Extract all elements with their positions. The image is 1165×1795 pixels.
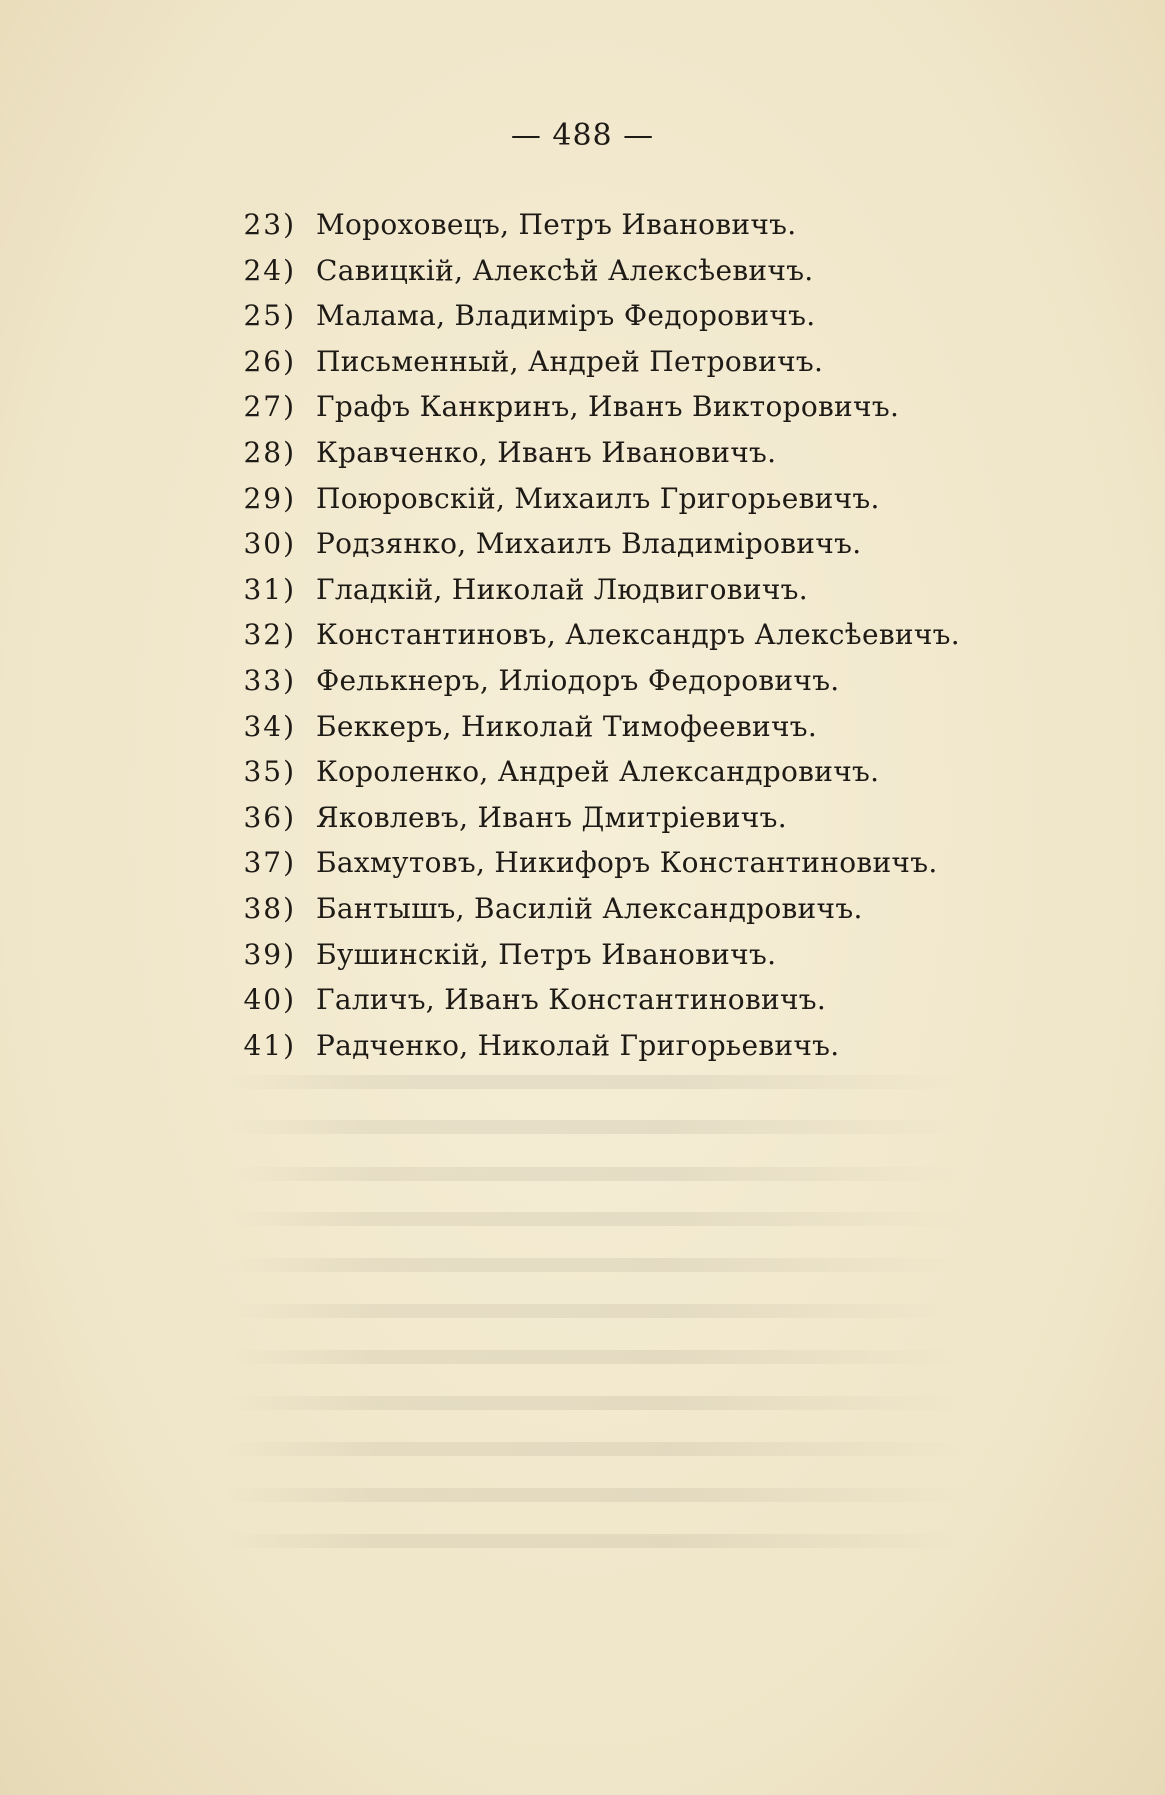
entry-name: Беккеръ, Николай Тимофеевичъ. bbox=[316, 709, 818, 743]
list-item bbox=[230, 840, 960, 886]
entry-number: 38) bbox=[243, 891, 296, 925]
list-item bbox=[230, 476, 960, 522]
entry-number: 26) bbox=[243, 344, 296, 378]
entry-number: 41) bbox=[243, 1028, 296, 1062]
entry-name: Савицкій, Алексѣй Алексѣевичъ. bbox=[316, 253, 814, 287]
entry-name: Письменный, Андрей Петровичъ. bbox=[316, 344, 824, 378]
entry-number: 37) bbox=[243, 846, 296, 880]
entry-number: 35) bbox=[243, 755, 296, 789]
entry-number: 28) bbox=[243, 435, 296, 469]
list-item bbox=[230, 248, 960, 294]
list-item bbox=[230, 704, 960, 750]
entry-name: Галичъ, Иванъ Константиновичъ. bbox=[316, 983, 827, 1017]
entry-name: Короленко, Андрей Александровичъ. bbox=[316, 755, 880, 789]
entry-number: 34) bbox=[243, 709, 296, 743]
list-item bbox=[230, 1023, 960, 1069]
list-item bbox=[230, 293, 960, 339]
entry-name: Мороховецъ, Петръ Ивановичъ. bbox=[316, 208, 797, 241]
entry-number: 39) bbox=[243, 937, 296, 971]
show-through-texture bbox=[225, 1534, 965, 1548]
list-item bbox=[230, 795, 960, 841]
entry-number: 30) bbox=[243, 527, 296, 561]
entry-number: 31) bbox=[243, 572, 296, 606]
list-item bbox=[230, 430, 960, 476]
list-item bbox=[230, 202, 960, 248]
show-through-texture bbox=[225, 1396, 965, 1410]
list-item bbox=[230, 977, 960, 1023]
entry-name: Фелькнеръ, Иліодоръ Федоровичъ. bbox=[316, 663, 840, 697]
entry-number: 29) bbox=[243, 481, 296, 515]
entry-number: 33) bbox=[243, 663, 296, 697]
list-item bbox=[230, 886, 960, 932]
show-through-texture bbox=[225, 1167, 965, 1181]
list-item bbox=[230, 567, 960, 613]
entry-name: Графъ Канкринъ, Иванъ Викторовичъ. bbox=[316, 390, 900, 424]
name-list bbox=[230, 202, 960, 1068]
entry-name: Бантышъ, Василій Александровичъ. bbox=[316, 891, 863, 925]
show-through-texture bbox=[225, 1350, 965, 1364]
list-item bbox=[230, 658, 960, 704]
list-item bbox=[230, 384, 960, 430]
entry-number: 27) bbox=[243, 390, 296, 424]
entry-number: 23) bbox=[243, 208, 296, 241]
entry-number: 25) bbox=[243, 299, 296, 333]
entry-name: Малама, Владиміръ Федоровичъ. bbox=[316, 299, 816, 333]
entry-name: Гладкій, Николай Людвиговичъ. bbox=[316, 572, 808, 606]
entry-number: 36) bbox=[243, 800, 296, 834]
entry-number: 24) bbox=[243, 253, 296, 287]
page-number: — 488 — bbox=[510, 118, 655, 153]
show-through-texture bbox=[225, 1442, 965, 1456]
show-through-texture bbox=[225, 1075, 965, 1089]
entry-name: Кравченко, Иванъ Ивановичъ. bbox=[316, 435, 777, 469]
show-through-texture bbox=[225, 1304, 965, 1318]
show-through-texture bbox=[225, 1258, 965, 1272]
show-through-texture bbox=[225, 1488, 965, 1502]
entry-name: Бахмутовъ, Никифоръ Константиновичъ. bbox=[316, 846, 938, 880]
entry-name: Радченко, Николай Григорьевичъ. bbox=[316, 1028, 840, 1062]
list-item bbox=[230, 612, 960, 658]
entry-name: Поюровскій, Михаилъ Григорьевичъ. bbox=[316, 481, 880, 515]
list-item bbox=[230, 749, 960, 795]
entry-name: Яковлевъ, Иванъ Дмитріевичъ. bbox=[316, 800, 787, 834]
show-through-texture bbox=[225, 1120, 965, 1134]
entry-number: 40) bbox=[243, 983, 296, 1017]
entry-name: Родзянко, Михаилъ Владиміровичъ. bbox=[316, 527, 862, 561]
show-through-texture bbox=[225, 1212, 965, 1226]
entry-number: 32) bbox=[243, 618, 296, 652]
list-item bbox=[230, 932, 960, 978]
entry-name: Бушинскій, Петръ Ивановичъ. bbox=[316, 937, 777, 971]
entry-name: Константиновъ, Александръ Алексѣевичъ. bbox=[316, 618, 960, 652]
list-item bbox=[230, 521, 960, 567]
list-item bbox=[230, 339, 960, 385]
